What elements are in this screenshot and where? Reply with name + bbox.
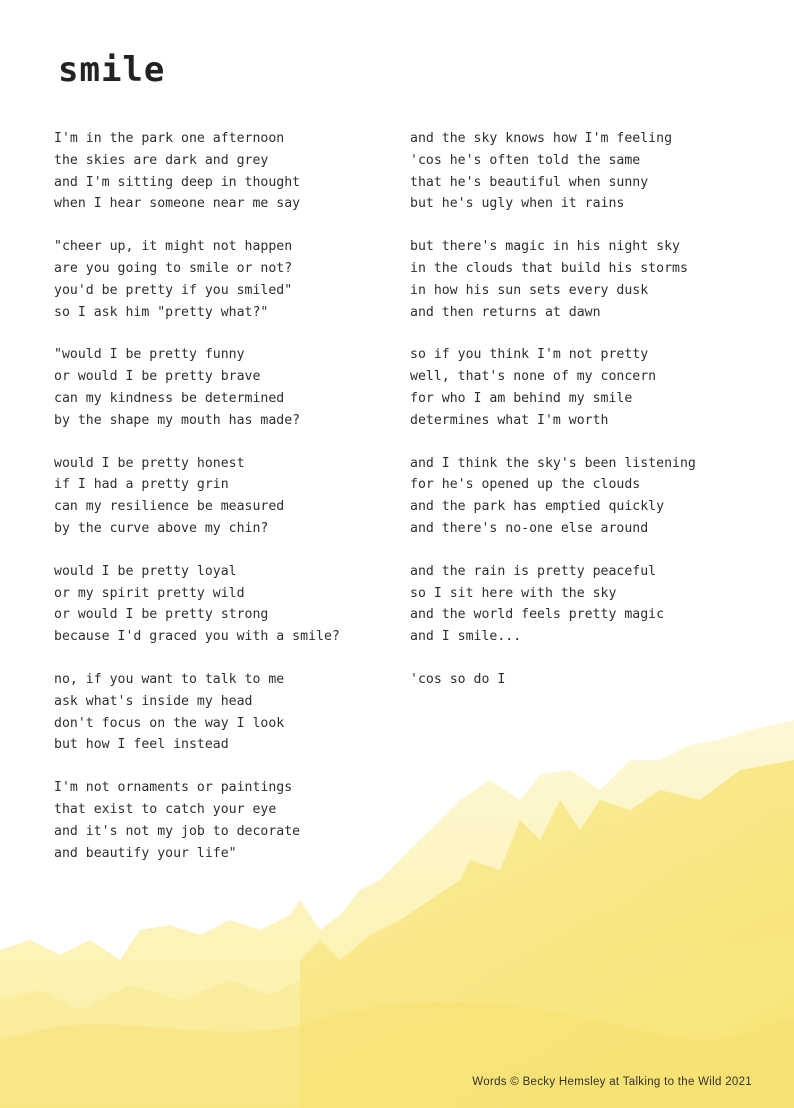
poem-line: 'cos so do I [410,671,506,687]
poem-line: and the park has emptied quickly [410,499,665,515]
poem-line: that he's beautiful when sunny [410,174,649,190]
poem-line: you'd be pretty if you smiled" [54,282,293,298]
stanza [410,561,696,648]
poem-line: or would I be pretty strong [54,607,269,623]
poem-line: would I be pretty honest [54,455,245,471]
poem-line: "cheer up, it might not happen [54,239,293,255]
poem-line: and I smile... [410,629,522,645]
poem-line: and there's no-one else around [410,520,649,536]
poem-line: but he's ugly when it rains [410,196,625,212]
poem-line: or my spirit pretty wild [54,585,245,601]
stanza [54,344,340,431]
poem-line: but there's magic in his night sky [410,239,680,255]
poem-line: by the curve above my chin? [54,520,269,536]
stanza [410,236,696,323]
stanza [54,453,340,540]
poem-line: by the shape my mouth has made? [54,412,301,428]
poem-line: can my kindness be determined [54,390,285,406]
poem-line: so I sit here with the sky [410,585,617,601]
poem-line: when I hear someone near me say [54,196,301,212]
poem-line: 'cos he's often told the same [410,152,641,168]
poem-line: in the clouds that build his storms [410,260,688,276]
poem-right-column [410,128,696,712]
poem-line: so I ask him "pretty what?" [54,304,269,320]
poem-line: that exist to catch your eye [54,801,277,817]
poem-title: smile [58,50,166,90]
poem-line: determines what I'm worth [410,412,609,428]
poem-line: can my resilience be measured [54,499,285,515]
stanza [410,128,696,215]
poem-line: or would I be pretty brave [54,369,261,385]
poem-line: the skies are dark and grey [54,152,269,168]
poem-line: and the rain is pretty peaceful [410,563,657,579]
poem-line: I'm not ornaments or paintings [54,780,293,796]
stanza [54,236,340,323]
poem-line: for who I am behind my smile [410,390,633,406]
poem-line: and beautify your life" [54,845,237,861]
poem-line: because I'd graced you with a smile? [54,629,340,645]
poem-line: "would I be pretty funny [54,347,245,363]
poem-line: I'm in the park one afternoon [54,131,285,146]
stanza [410,669,696,691]
poem-left-column [54,128,340,885]
poem-line: don't focus on the way I look [54,715,285,731]
poem-line: and it's not my job to decorate [54,823,301,839]
stanza [54,777,340,864]
poem-line: in how his sun sets every dusk [410,282,649,298]
poem-line: but how I feel instead [54,737,229,753]
poem-line: no, if you want to talk to me [54,671,285,687]
poem-line: and I think the sky's been listening [410,455,696,471]
poem-line: for he's opened up the clouds [410,477,641,493]
poem-line: and the world feels pretty magic [410,607,665,623]
poem-line: are you going to smile or not? [54,260,293,276]
poem-line: and then returns at dawn [410,304,601,320]
stanza [410,453,696,540]
poem-line: well, that's none of my concern [410,369,657,385]
poem-line: would I be pretty loyal [54,563,237,579]
stanza [54,561,340,648]
poem-line: ask what's inside my head [54,693,253,709]
stanza [54,669,340,756]
poem-line: so if you think I'm not pretty [410,347,649,363]
poem-line: and the sky knows how I'm feeling [410,131,673,146]
poem-line: if I had a pretty grin [54,477,229,493]
copyright-credit: Words © Becky Hemsley at Talking to the Wild 2021 [472,1076,752,1088]
stanza [54,128,340,215]
stanza [410,344,696,431]
poem-line: and I'm sitting deep in thought [54,174,301,190]
